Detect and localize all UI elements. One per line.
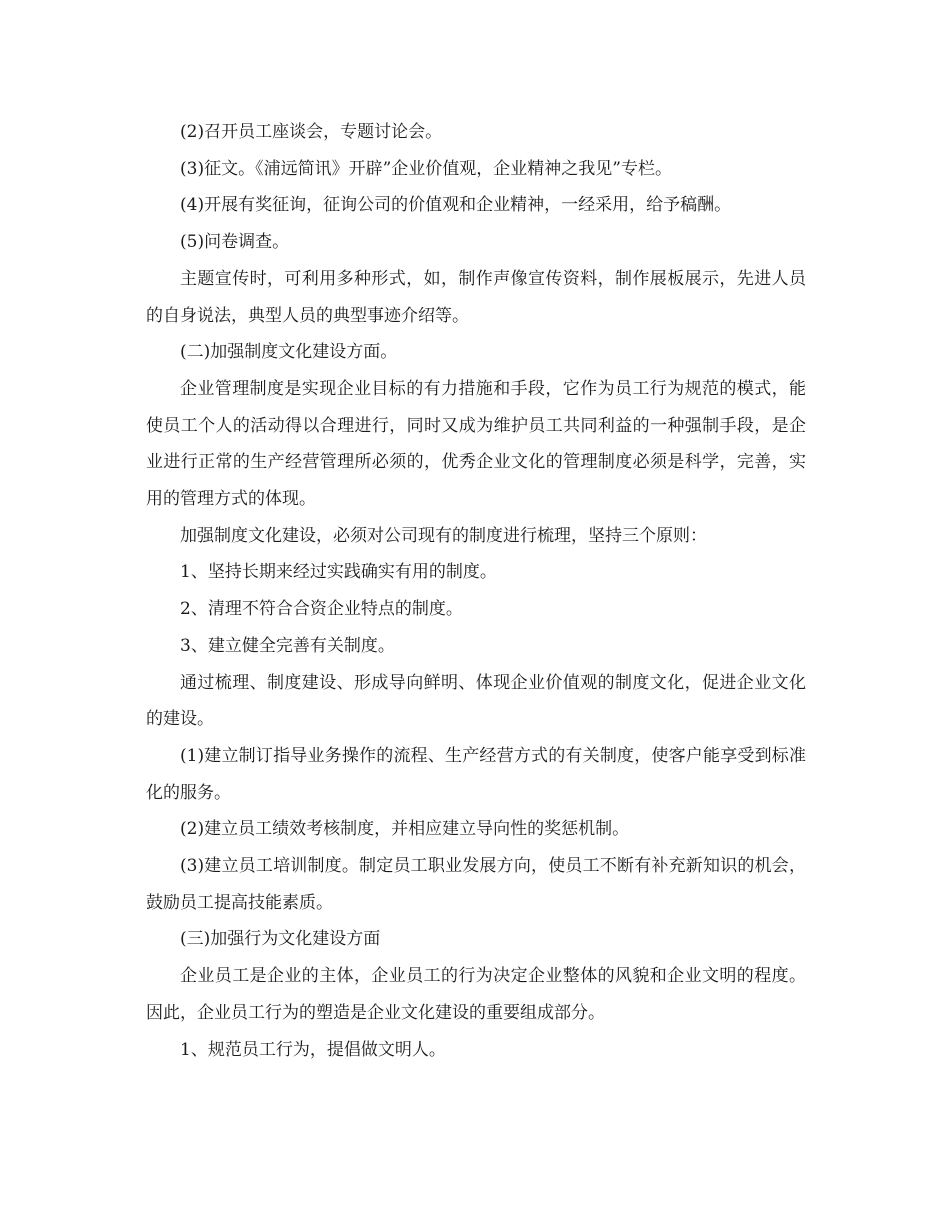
paragraph: (3)征文。《浦远简讯》开辟”企业价值观，企业精神之我见”专栏。	[180, 158, 672, 179]
paragraph: 主题宣传时，可利用多种形式，如，制作声像宣传资料，制作展板展示，先进人员的自身说法，典型人员的典型事迹介绍等。	[146, 268, 806, 326]
paragraph: (5)问卷调查。	[180, 232, 290, 253]
list-item: 2、清理不符合合资企业特点的制度。	[180, 599, 463, 620]
list-item: (2)建立员工绩效考核制度，并相应建立导向性的奖惩机制。	[180, 819, 630, 840]
paragraph: (2)召开员工座谈会，专题讨论会。	[180, 122, 443, 142]
section-heading: (三)加强行为文化建设方面	[180, 929, 381, 950]
paragraph: 企业管理制度是实现企业目标的有力措施和手段，它作为员工行为规范的模式，能使员工个人的活动得以合理进行，同时又成为维护员工共同利益的一种强制手段，是企业进行正常的生产经营管理所必须的，优秀企业文化的管理制度必须是科学，完善，实用的管理方式的体现。	[146, 378, 806, 510]
list-item: (3)建立员工培训制度。制定员工职业发展方向，使员工不断有补充新知识的机会，鼓励员工提高技能素质。	[146, 856, 806, 913]
paragraph: 通过梳理、制度建设、形成导向鲜明、体现企业价值观的制度文化，促进企业文化的建设。	[146, 672, 806, 730]
paragraph: 企业员工是企业的主体，企业员工的行为决定企业整体的风貌和企业文明的程度。因此，企业员工行为的塑造是企业文化建设的重要组成部分。	[146, 966, 806, 1023]
document-body	[146, 114, 806, 1068]
paragraph: 加强制度文化建设，必须对公司现有的制度进行梳理，坚持三个原则：	[180, 525, 707, 546]
list-item: (1)建立制订指导业务操作的流程、生产经营方式的有关制度，使客户能享受到标准化的服务。	[146, 745, 806, 803]
section-heading: (二)加强制度文化建设方面。	[180, 342, 398, 363]
list-item: 1、规范员工行为，提倡做文明人。	[180, 1039, 446, 1060]
list-item: 3、建立健全完善有关制度。	[180, 635, 395, 656]
paragraph: (4)开展有奖征询，征询公司的价值观和企业精神，一经采用，给予稿酬。	[180, 195, 732, 216]
list-item: 1、坚持长期来经过实践确实有用的制度。	[180, 562, 497, 583]
